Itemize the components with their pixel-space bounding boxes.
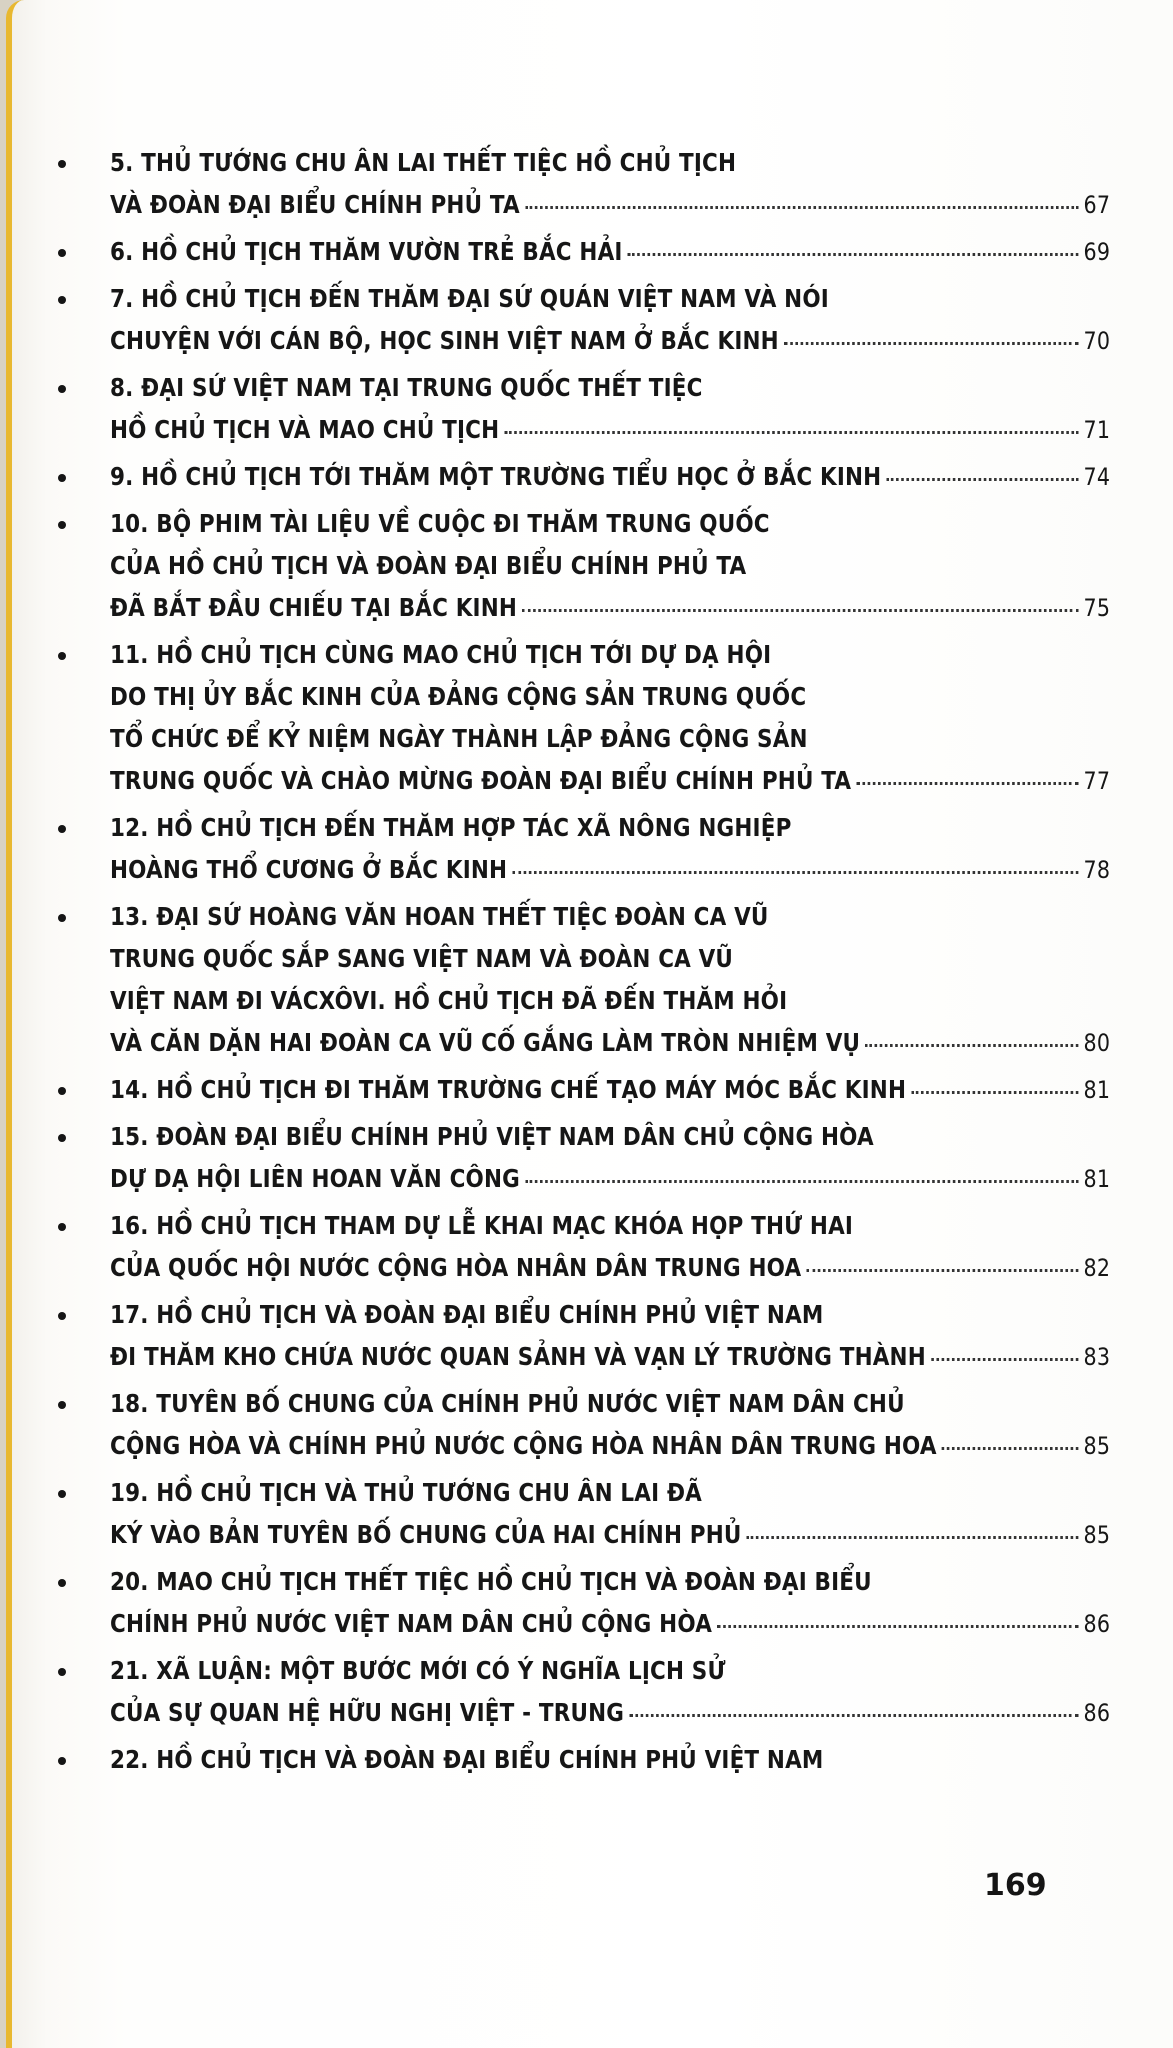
toc-entry-text: DO THỊ ỦY BẮC KINH CỦA ĐẢNG CỘNG SẢN TRUNG QUỐC [110, 682, 807, 711]
toc-entry [58, 503, 1111, 629]
bullet-icon [58, 825, 66, 833]
toc-entry [58, 367, 1111, 451]
toc-entry-text: 10. BỘ PHIM TÀI LIỆU VỀ CUỘC ĐI THĂM TRUNG QUỐC [110, 509, 770, 538]
toc-entry-text: 17. HỒ CHỦ TỊCH VÀ ĐOÀN ĐẠI BIỂU CHÍNH PHỦ VIỆT NAM [110, 1300, 824, 1329]
toc-entry-text: TỔ CHỨC ĐỂ KỶ NIỆM NGÀY THÀNH LẬP ĐẢNG CỘNG SẢN [110, 724, 808, 753]
toc-entry [58, 231, 1111, 273]
toc-entry-line [110, 456, 1110, 498]
bullet-icon [58, 1087, 66, 1095]
bullet-icon [58, 474, 66, 482]
toc-entry-text: 21. XÃ LUẬN: MỘT BƯỚC MỚI CÓ Ý NGHĨA LỊCH SỬ [110, 1656, 726, 1685]
toc-entry-text: 14. HỒ CHỦ TỊCH ĐI THĂM TRƯỜNG CHẾ TẠO MÁY MÓC BẮC KINH [110, 1075, 907, 1104]
toc-entry-text: CỦA HỒ CHỦ TỊCH VÀ ĐOÀN ĐẠI BIỂU CHÍNH PHỦ TA [110, 551, 747, 580]
dot-leader [942, 1447, 1078, 1450]
toc-entry [58, 278, 1111, 362]
toc-entry-text: VIỆT NAM ĐI VÁCXÔVI. HỒ CHỦ TỊCH ĐÃ ĐẾN THĂM HỎI [110, 986, 788, 1015]
toc-page-number: 83 [1083, 1343, 1111, 1371]
toc-page-number: 69 [1083, 238, 1111, 266]
bullet-icon [58, 1134, 66, 1142]
toc-entry-line [110, 587, 1110, 629]
toc-page-number: 74 [1083, 463, 1111, 491]
bullet-icon [58, 1312, 66, 1320]
bullet-icon [58, 1579, 66, 1587]
toc-entry [58, 634, 1111, 802]
toc-entry-text: 9. HỒ CHỦ TỊCH TỚI THĂM MỘT TRƯỜNG TIỂU HỌC Ở BẮC KINH [110, 462, 882, 491]
dot-leader [629, 1714, 1078, 1717]
toc-entry-text: VÀ ĐOÀN ĐẠI BIỂU CHÍNH PHỦ TA [110, 190, 520, 219]
toc-entry-text: 20. MAO CHỦ TỊCH THẾT TIỆC HỒ CHỦ TỊCH VÀ ĐOÀN ĐẠI BIỂU [110, 1567, 872, 1596]
bullet-icon [58, 521, 66, 529]
dot-leader [504, 431, 1078, 434]
toc-entry-line [110, 1514, 1110, 1556]
toc-entry [58, 1561, 1111, 1645]
toc-page-number: 80 [1083, 1029, 1111, 1057]
toc-entry-text: HOÀNG THỔ CƯƠNG Ở BẮC KINH [110, 855, 508, 884]
toc-entry [58, 1383, 1111, 1467]
dot-leader [522, 609, 1078, 612]
toc-entry [58, 1472, 1111, 1556]
toc-entry-line [110, 184, 1110, 226]
toc-entry-line [110, 1069, 1110, 1111]
toc-entry-line [110, 320, 1110, 362]
dot-leader [911, 1091, 1078, 1094]
toc-page-number: 67 [1083, 191, 1111, 219]
bullet-icon [58, 1223, 66, 1231]
toc-entry-line [110, 1247, 1110, 1289]
toc-page-number: 77 [1083, 767, 1111, 795]
toc-entry-text: ĐI THĂM KHO CHỨA NƯỚC QUAN SẢNH VÀ VẠN LÝ TRƯỜNG THÀNH [110, 1342, 926, 1371]
toc-page-number: 75 [1083, 594, 1111, 622]
toc-entry [58, 142, 1111, 226]
bullet-icon [58, 652, 66, 660]
dot-leader [856, 782, 1078, 785]
toc-entry-line [110, 1603, 1110, 1645]
toc-entry-text: CỘNG HÒA VÀ CHÍNH PHỦ NƯỚC CỘNG HÒA NHÂN DÂN TRUNG HOA [110, 1431, 937, 1460]
toc-entry-text: 7. HỒ CHỦ TỊCH ĐẾN THĂM ĐẠI SỨ QUÁN VIỆT NAM VÀ NÓI [110, 284, 829, 313]
toc-entry-line [110, 1022, 1110, 1064]
toc-entry-text: 16. HỒ CHỦ TỊCH THAM DỰ LỄ KHAI MẠC KHÓA HỌP THỨ HAI [110, 1211, 854, 1240]
toc-entry-text: VÀ CĂN DẶN HAI ĐOÀN CA VŨ CỐ GẮNG LÀM TRÒN NHIỆM VỤ [110, 1028, 861, 1057]
book-page [6, 0, 1173, 2048]
toc-entry-text: 13. ĐẠI SỨ HOÀNG VĂN HOAN THẾT TIỆC ĐOÀN CA VŨ [110, 902, 769, 931]
toc-page-number: 85 [1083, 1432, 1111, 1460]
toc-entry-text: DỰ DẠ HỘI LIÊN HOAN VĂN CÔNG [110, 1164, 520, 1193]
dot-leader [512, 871, 1078, 874]
toc-entry-text: 19. HỒ CHỦ TỊCH VÀ THỦ TƯỚNG CHU ÂN LAI ĐÃ [110, 1478, 702, 1507]
toc-entry-text: TRUNG QUỐC SẮP SANG VIỆT NAM VÀ ĐOÀN CA VŨ [110, 944, 734, 973]
dot-leader [807, 1269, 1079, 1272]
toc-entry-line [110, 1158, 1110, 1200]
bullet-icon [58, 249, 66, 257]
dot-leader [931, 1358, 1078, 1361]
table-of-contents [58, 142, 1111, 1786]
toc-page-number: 82 [1083, 1254, 1111, 1282]
toc-entry-line [110, 231, 1110, 273]
toc-entry-text: TRUNG QUỐC VÀ CHÀO MỪNG ĐOÀN ĐẠI BIỂU CHÍNH PHỦ TA [110, 766, 852, 795]
toc-entry-text: 5. THỦ TƯỚNG CHU ÂN LAI THẾT TIỆC HỒ CHỦ TỊCH [110, 148, 737, 177]
bullet-icon [58, 385, 66, 393]
toc-entry-text: CỦA SỰ QUAN HỆ HỮU NGHỊ VIỆT - TRUNG [110, 1698, 625, 1727]
bullet-icon [58, 1757, 66, 1765]
toc-entry-line [110, 760, 1110, 802]
toc-entry [58, 456, 1111, 498]
toc-entry-text: 12. HỒ CHỦ TỊCH ĐẾN THĂM HỢP TÁC XÃ NÔNG NGHIỆP [110, 813, 792, 842]
bullet-icon [58, 1668, 66, 1676]
toc-entry [58, 896, 1111, 1064]
toc-entry-text: HỒ CHỦ TỊCH VÀ MAO CHỦ TỊCH [110, 415, 500, 444]
toc-page-number: 81 [1083, 1076, 1111, 1104]
toc-entry-line [110, 849, 1110, 891]
toc-entry [58, 1739, 1058, 1781]
bullet-icon [58, 1401, 66, 1409]
toc-entry-text: CHÍNH PHỦ NƯỚC VIỆT NAM DÂN CHỦ CỘNG HÒA [110, 1609, 713, 1638]
toc-page-number: 71 [1083, 416, 1111, 444]
toc-entry-text: 18. TUYÊN BỐ CHUNG CỦA CHÍNH PHỦ NƯỚC VIỆT NAM DÂN CHỦ [110, 1389, 905, 1418]
toc-entry-text: KÝ VÀO BẢN TUYÊN BỐ CHUNG CỦA HAI CHÍNH PHỦ [110, 1520, 742, 1549]
toc-entry-text: 11. HỒ CHỦ TỊCH CÙNG MAO CHỦ TỊCH TỚI DỰ DẠ HỘI [110, 640, 772, 669]
toc-entry [58, 1294, 1111, 1378]
toc-page-number: 78 [1083, 856, 1111, 884]
toc-entry-line [110, 409, 1110, 451]
dot-leader [887, 478, 1079, 481]
toc-entry-text: 6. HỒ CHỦ TỊCH THĂM VƯỜN TRẺ BẮC HẢI [110, 237, 623, 266]
toc-page-number: 81 [1083, 1165, 1111, 1193]
bullet-icon [58, 160, 66, 168]
toc-entry [58, 1116, 1111, 1200]
toc-entry-line [110, 1692, 1110, 1734]
toc-page-number: 85 [1083, 1521, 1111, 1549]
toc-entry-text: 15. ĐOÀN ĐẠI BIỂU CHÍNH PHỦ VIỆT NAM DÂN CHỦ CỘNG HÒA [110, 1122, 874, 1151]
toc-entry-text: CHUYỆN VỚI CÁN BỘ, HỌC SINH VIỆT NAM Ở BẮC KINH [110, 326, 779, 355]
toc-entry [58, 1069, 1111, 1111]
dot-leader [784, 342, 1078, 345]
toc-entry-line [110, 1425, 1110, 1467]
dot-leader [865, 1044, 1078, 1047]
bullet-icon [58, 296, 66, 304]
page-number: 169 [984, 1868, 1047, 1903]
toc-entry [58, 1650, 1111, 1734]
toc-entry-line [110, 1336, 1110, 1378]
toc-entry-text: CỦA QUỐC HỘI NƯỚC CỘNG HÒA NHÂN DÂN TRUNG HOA [110, 1253, 802, 1282]
toc-page-number: 70 [1083, 327, 1111, 355]
toc-entry [58, 807, 1111, 891]
toc-page-number: 86 [1083, 1699, 1111, 1727]
toc-page-number: 86 [1083, 1610, 1111, 1638]
toc-entry [58, 1205, 1111, 1289]
toc-entry-text: 8. ĐẠI SỨ VIỆT NAM TẠI TRUNG QUỐC THẾT TIỆC [110, 373, 703, 402]
dot-leader [525, 206, 1078, 209]
bullet-icon [58, 914, 66, 922]
dot-leader [628, 253, 1079, 256]
bullet-icon [58, 1490, 66, 1498]
dot-leader [525, 1180, 1078, 1183]
dot-leader [747, 1536, 1079, 1539]
toc-entry-text: 22. HỒ CHỦ TỊCH VÀ ĐOÀN ĐẠI BIỂU CHÍNH PHỦ VIỆT NAM [110, 1745, 824, 1774]
toc-entry-text: ĐÃ BẮT ĐẦU CHIẾU TẠI BẮC KINH [110, 593, 518, 622]
dot-leader [717, 1625, 1078, 1628]
